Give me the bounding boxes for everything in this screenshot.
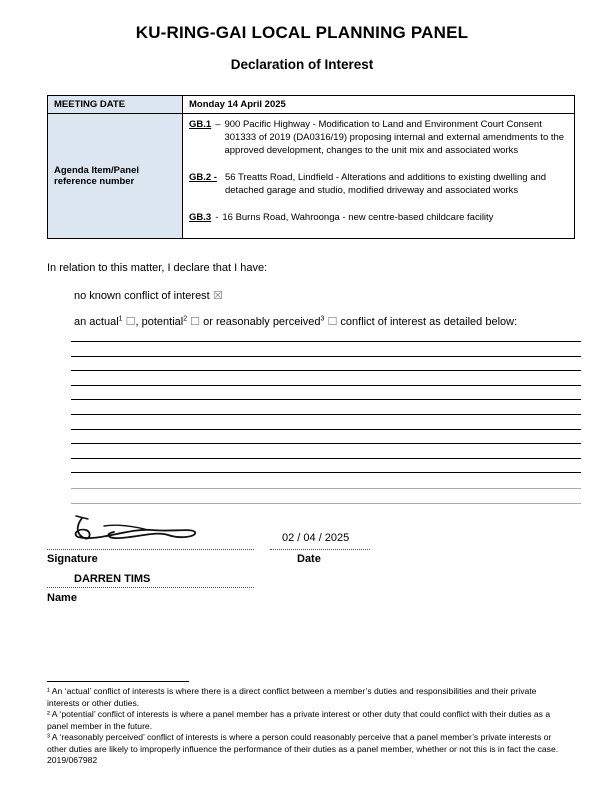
footnote-separator	[47, 681, 189, 682]
agenda-item-code: GB.2 -	[189, 172, 217, 183]
agenda-item-text: 16 Burns Road, Wahroonga - new centre-based childcare facility	[222, 212, 494, 223]
agenda-item	[189, 118, 568, 157]
agenda-item	[189, 211, 568, 224]
signature-label: Signature	[47, 553, 98, 565]
detail-line	[71, 385, 581, 386]
footnote-1: ¹ An ‘actual’ conflict of interests is where there is a direct conflict between a member’s duties and responsibilities and their private interests or other duties.	[47, 686, 537, 708]
detail-line	[71, 370, 581, 371]
perceived-checkbox[interactable]: ☐	[327, 315, 338, 328]
agenda-item	[189, 171, 568, 197]
detail-line	[71, 356, 581, 357]
meeting-date-label: MEETING DATE	[48, 96, 183, 114]
footnote-ref-1: 1	[118, 315, 123, 323]
potential-label: , potential	[135, 316, 184, 328]
detail-line	[71, 488, 581, 489]
detail-line	[71, 458, 581, 459]
document-reference: 2019/067982	[47, 755, 98, 765]
signature-line	[47, 549, 254, 550]
detail-line	[71, 472, 581, 473]
name-label: Name	[47, 592, 77, 604]
footnotes	[47, 686, 567, 767]
detail-line	[71, 399, 581, 400]
date-value: 02 / 04 / 2025	[282, 532, 350, 544]
agenda-item-text: 900 Pacific Highway - Modification to Land and Environment Court Consent 301333 of 2019 (DA0316/19) proposing internal and external amendments to the approved development, changes to the unit mix and associated works	[224, 119, 565, 156]
conflict-detail-label: conflict of interest as detailed below:	[340, 316, 518, 328]
footnote-2: ² A ‘potential’ conflict of interests is where a panel member has a private interest or other duty that could conflict with their duties as a panel member in the future.	[47, 709, 551, 731]
document-title: KU-RING-GAI LOCAL PLANNING PANEL	[135, 23, 469, 42]
name-line	[47, 587, 254, 588]
footnote-ref-2: 2	[183, 315, 188, 323]
footnote-3: ³ A ‘reasonably perceived’ conflict of interests is where a person could reasonably perceive that a panel member’s private interests or other duties are likely to improperly influence the performance of their duties as a panel member, whether or not this is in fact the case.	[47, 732, 559, 754]
agenda-items-cell	[183, 114, 575, 239]
no-conflict-option	[74, 289, 223, 302]
document-subtitle: Declaration of Interest	[230, 57, 374, 72]
agenda-item-separator: –	[215, 119, 221, 130]
detail-line	[71, 429, 581, 430]
perceived-label: or reasonably perceived	[203, 316, 321, 328]
detail-line	[71, 503, 581, 504]
agenda-item-code: GB.1	[189, 119, 212, 130]
agenda-item-separator: -	[215, 212, 219, 223]
actual-label: an actual	[74, 316, 119, 328]
handwritten-signature	[68, 512, 200, 548]
name-value: DARREN TIMS	[74, 573, 151, 585]
meeting-info-table	[47, 95, 575, 239]
detail-line	[71, 414, 581, 415]
actual-checkbox[interactable]: ☐	[125, 315, 136, 328]
footnote-ref-3: 3	[320, 315, 325, 323]
conflict-option	[74, 315, 517, 328]
agenda-item-label: Agenda Item/Panel reference number	[48, 114, 183, 239]
potential-checkbox[interactable]: ☐	[190, 315, 201, 328]
detail-line	[71, 443, 581, 444]
agenda-item-text: 56 Treatts Road, Lindfield - Alterations and additions to existing dwelling and detached garage and studio, modified driveway and associated works	[224, 172, 547, 196]
date-label: Date	[297, 553, 321, 565]
no-conflict-checkbox[interactable]: ☒	[212, 289, 223, 302]
declaration-intro: In relation to this matter, I declare that I have:	[47, 262, 268, 274]
meeting-date-value: Monday 14 April 2025	[183, 96, 575, 114]
agenda-item-code: GB.3	[189, 212, 212, 223]
date-line	[270, 549, 370, 550]
detail-line	[71, 341, 581, 342]
no-conflict-label: no known conflict of interest	[74, 290, 210, 302]
